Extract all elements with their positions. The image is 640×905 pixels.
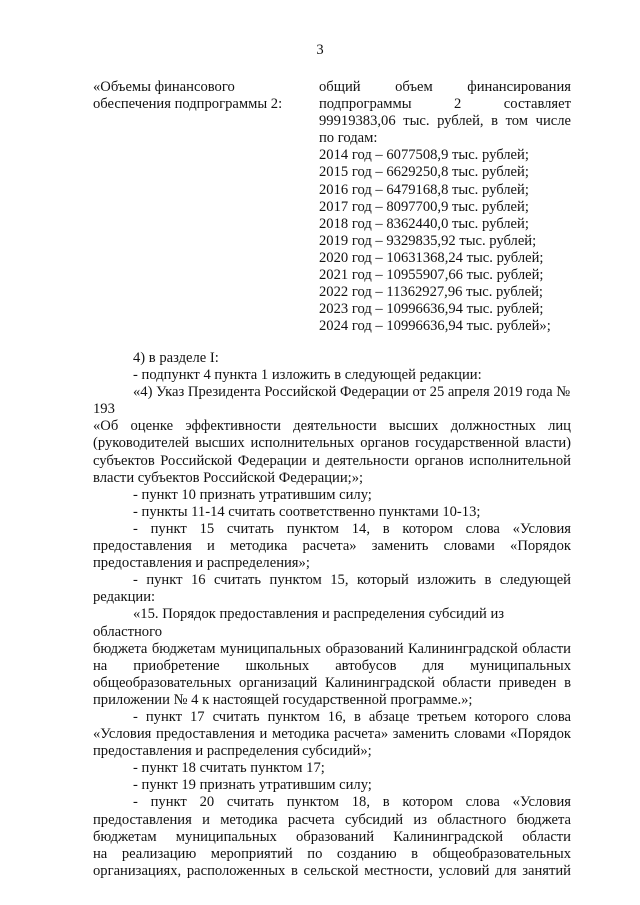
year-line: 2023 год – 10996636,94 тыс. рублей;: [319, 301, 544, 318]
body-line: организациях, расположенных в сельской местности, условий для занятий: [93, 862, 571, 879]
passport-text-line: подпрограммы 2 составляет: [319, 96, 571, 113]
year-line: 2024 год – 10996636,94 тыс. рублей»;: [319, 318, 551, 335]
passport-label-line: «Объемы финансового: [93, 79, 235, 95]
body-line: «Об оценке эффективности деятельности высших должностных лиц: [93, 418, 571, 435]
body-line: предоставления и методика расчета субсидий из областного бюджета: [93, 811, 571, 828]
year-line: 2019 год – 9329835,92 тыс. рублей;: [319, 232, 537, 249]
body-line: «Условия предоставления и методика расчета» заменить словами «Порядок: [93, 726, 571, 743]
passport-text-line: 99919383,06 тыс. рублей, в том числе: [319, 113, 571, 130]
body-line: - пункт 19 признать утратившим силу;: [133, 777, 372, 794]
body-line: на приобретение школьных автобусов для муниципальных: [93, 657, 571, 674]
year-line: 2016 год – 6479168,8 тыс. рублей;: [319, 181, 529, 198]
body-line: 4) в разделе I:: [133, 350, 219, 366]
passport-label-line: обеспечения подпрограммы 2:: [93, 96, 283, 113]
year-line: 2018 год – 8362440,0 тыс. рублей;: [319, 215, 529, 232]
body-line: власти субъектов Российской Федерации;»;: [93, 469, 364, 486]
body-line: «15. Порядок предоставления и распределения субсидий из областного: [93, 606, 505, 640]
passport-text: [319, 79, 571, 335]
body-line: бюджетам муниципальных образований Калининградской области: [93, 828, 571, 845]
body-line: предоставления и распределения субсидий»;: [93, 743, 372, 760]
body-line: - пункт 15 считать пунктом 14, в котором слова «Условия: [133, 520, 571, 537]
body-line: на реализацию мероприятий по созданию в общеобразовательных: [93, 845, 571, 862]
year-line: 2014 год – 6077508,9 тыс. рублей;: [319, 147, 529, 164]
year-line: 2017 год – 8097700,9 тыс. рублей;: [319, 198, 529, 215]
year-line: 2021 год – 10955907,66 тыс. рублей;: [319, 267, 544, 284]
year-line: 2015 год – 6629250,8 тыс. рублей;: [319, 164, 529, 181]
body-line: - пункт 10 признать утратившим силу;: [133, 486, 372, 503]
page-number: 3: [316, 42, 324, 58]
body-line: «4) Указ Президента Российской Федерации от 25 апреля 2019 года № 193: [93, 384, 571, 418]
document-body: [93, 350, 571, 880]
body-line: (руководителей высших исполнительных органов государственной власти): [93, 435, 571, 452]
body-line: предоставления и распределения»;: [93, 555, 310, 572]
body-line: приложении № 4 к настоящей государственной программе.»;: [93, 691, 473, 708]
passport-text-line: общий объем финансирования: [319, 79, 571, 95]
passport-label: [93, 79, 308, 113]
body-line: - пункт 20 считать пунктом 18, в котором слова «Условия: [133, 794, 571, 811]
passport-text-line: по годам:: [319, 130, 378, 147]
body-line: - подпункт 4 пункта 1 изложить в следующей редакции:: [133, 367, 482, 384]
body-line: общеобразовательных организаций Калининградской области приведен в: [93, 674, 571, 691]
body-line: - пункт 18 считать пунктом 17;: [133, 760, 325, 777]
body-line: - пункт 17 считать пунктом 16, в абзаце третьем которого слова: [133, 708, 571, 725]
body-line: - пункты 11-14 считать соответственно пунктами 10-13;: [133, 503, 481, 520]
body-line: - пункт 16 считать пунктом 15, который изложить в следующей: [133, 572, 571, 589]
body-line: предоставления и методика расчета» заменить словами «Порядок: [93, 538, 571, 555]
body-line: субъектов Российской Федерации и деятельности органов исполнительной: [93, 452, 571, 469]
year-line: 2020 год – 10631368,24 тыс. рублей;: [319, 249, 544, 266]
body-line: бюджета бюджетам муниципальных образований Калининградской области: [93, 640, 571, 657]
year-line: 2022 год – 11362927,96 тыс. рублей;: [319, 284, 543, 301]
body-line: редакции:: [93, 589, 156, 606]
